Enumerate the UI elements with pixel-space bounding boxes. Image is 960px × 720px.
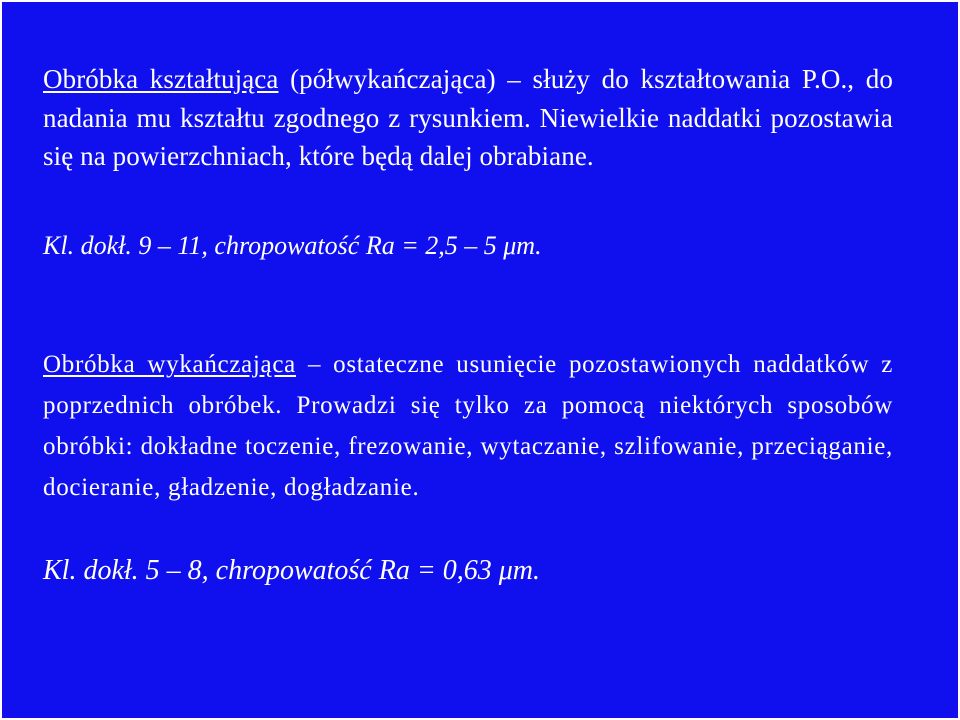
- definition-finishing-machining: – ostateczne usunięcie pozostawionych naddatków z poprzednich obróbek. Prowadzi się tylko za pomocą niektórych sposobów obróbki: dokładne toczenie, frezowanie, wytaczanie, szlifowanie, przeciąganie, docieranie, gładzenie, dogładzanie.: [43, 351, 893, 501]
- paragraph-finishing-shaping: [43, 60, 893, 176]
- term-shaping-machining: Obróbka kształtująca: [43, 64, 279, 94]
- paragraph-finishing-machining: [43, 344, 893, 508]
- accuracy-note-shaping: Kl. dokł. 9 – 11, chropowatość Ra = 2,5 – 5 μm.: [43, 231, 542, 260]
- definition-shaping-machining: (półwykańczająca) – służy do kształtowania P.O., do nadania mu kształtu zgodnego z rysunkiem. Niewielkie naddatki pozostawia się na powierzchniach, które będą dalej obrabiane.: [43, 64, 893, 172]
- accuracy-note-finishing: Kl. dokł. 5 – 8, chropowatość Ra = 0,63 μm.: [43, 555, 540, 586]
- term-finishing-machining: Obróbka wykańczająca: [43, 351, 296, 378]
- slide: [2, 2, 958, 718]
